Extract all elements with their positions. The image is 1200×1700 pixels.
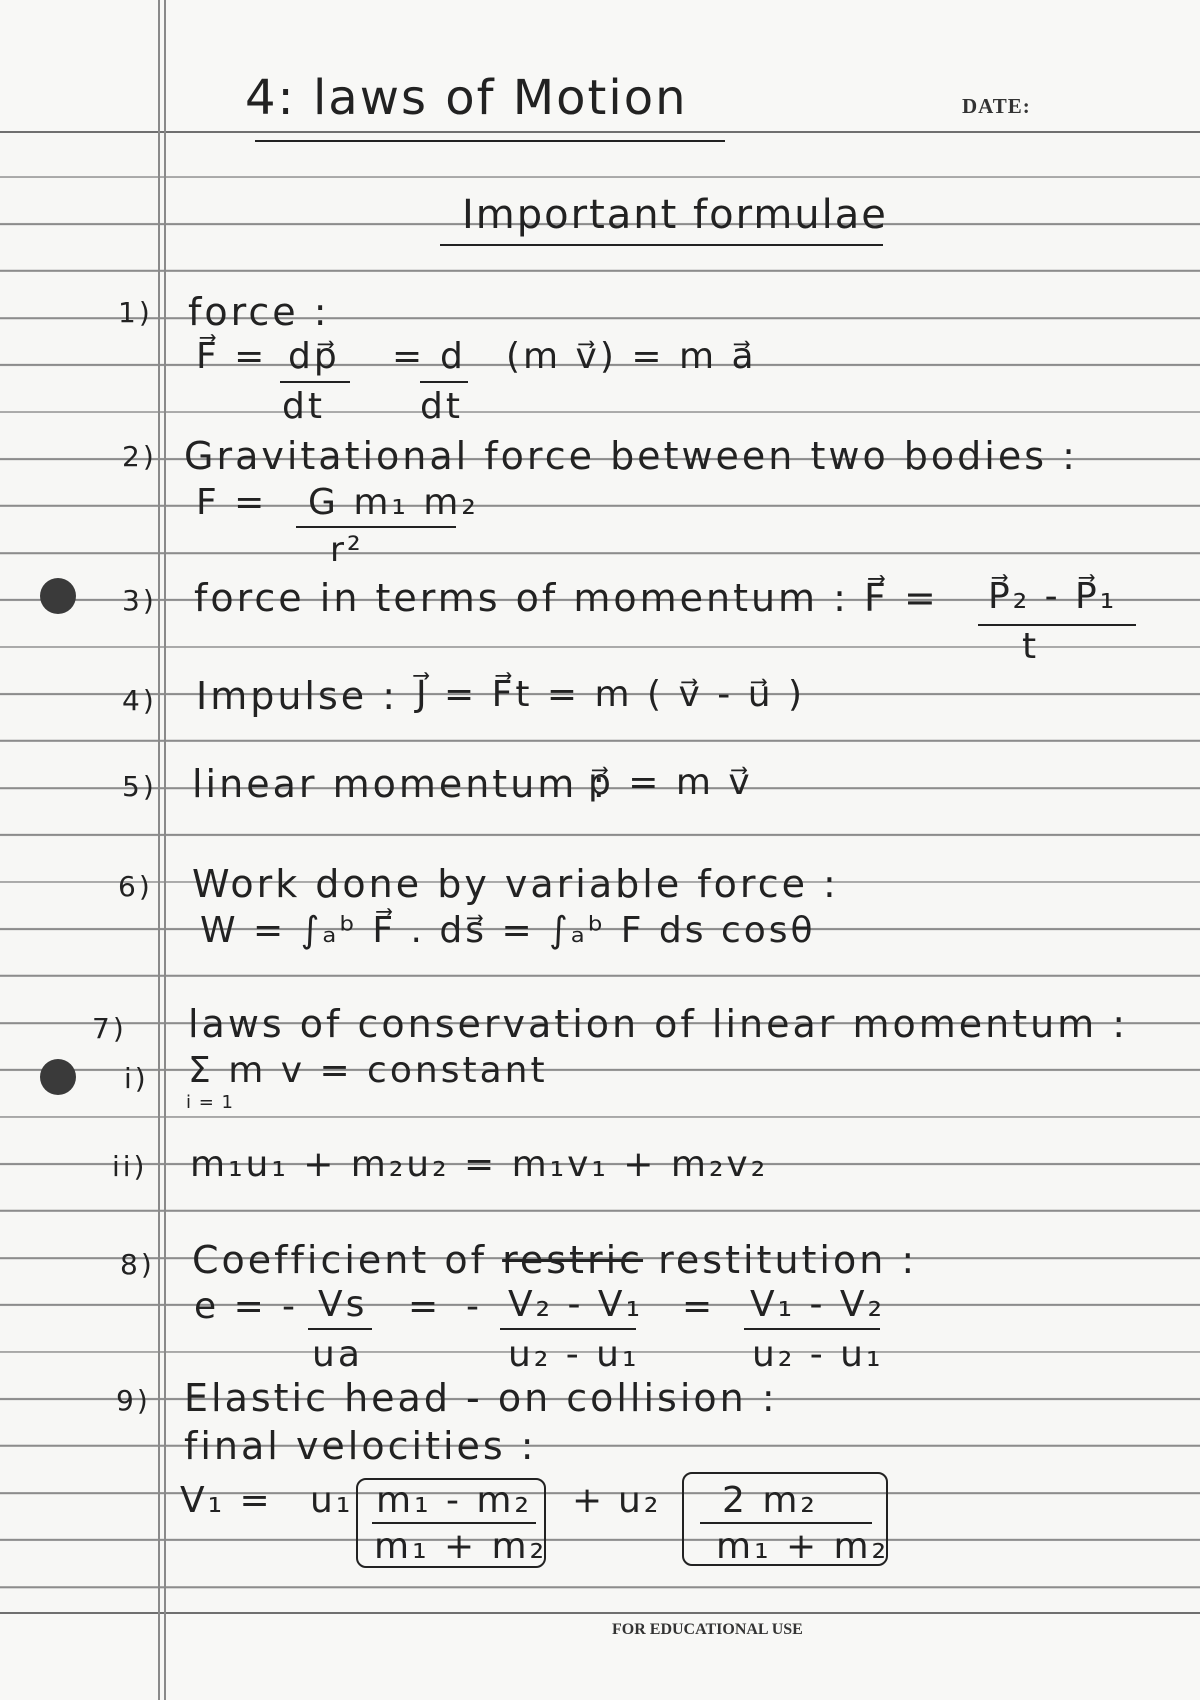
formula-lhs: F = [196, 482, 268, 523]
fraction-numerator: m₁ - m₂ [376, 1480, 532, 1521]
fraction-numerator: V₂ - V₁ [508, 1284, 643, 1325]
heading-text: Coefficient of [192, 1238, 487, 1282]
fraction-bar [280, 381, 350, 383]
item-number: 2) [122, 440, 157, 473]
item-heading: force in terms of momentum : F⃗ = [194, 576, 939, 620]
formula-rhs: (m v⃗) = m a⃗ [506, 336, 757, 377]
formula: Σ m v = constant [188, 1050, 548, 1091]
item-number: 9) [116, 1384, 151, 1417]
item-number: 3) [122, 584, 157, 617]
item-number: 7) [92, 1012, 127, 1045]
fraction-numerator: V₁ - V₂ [750, 1284, 885, 1325]
footer-note: FOR EDUCATIONAL USE [612, 1621, 803, 1638]
punch-hole [40, 1059, 76, 1095]
coefficient: u₁ [310, 1480, 354, 1521]
item-heading: Impulse : [196, 674, 399, 718]
fraction-numerator: 2 m₂ [722, 1480, 818, 1521]
heading-text: restitution : [658, 1238, 918, 1282]
margin-line [158, 0, 160, 1700]
punch-hole [40, 578, 76, 614]
fraction-denominator: u₂ - u₁ [508, 1334, 640, 1375]
fraction-denominator: dt [420, 386, 463, 427]
minus-sign: - [282, 1286, 298, 1327]
sub-item-number: i) [124, 1062, 149, 1095]
formula-lhs: F⃗ = [196, 336, 268, 377]
item-number: 6) [118, 870, 153, 903]
ruled-line-top [0, 131, 1200, 133]
date-label: DATE: [962, 94, 1031, 118]
formula-lhs: e = [194, 1286, 267, 1327]
fraction-bar [978, 624, 1136, 626]
margin-line-inner [164, 0, 166, 1700]
fraction-denominator: r² [330, 530, 364, 570]
summation-index: i = 1 [186, 1092, 234, 1113]
fraction-denominator: m₁ + m₂ [374, 1526, 548, 1567]
item-heading: linear momentum : [192, 762, 609, 806]
fraction-bar [296, 526, 456, 528]
formula: W = ∫ₐᵇ F⃗ . ds⃗ = ∫ₐᵇ F ds cosθ [200, 910, 816, 951]
fraction-numerator: d [440, 336, 466, 377]
sub-item-number: ii) [112, 1150, 148, 1183]
minus-sign: - [466, 1286, 482, 1327]
formula: m₁u₁ + m₂u₂ = m₁v₁ + m₂v₂ [190, 1144, 769, 1185]
item-number: 5) [122, 770, 157, 803]
fraction-denominator: t [1022, 626, 1040, 667]
item-number: 8) [120, 1248, 155, 1281]
item-heading: laws of conservation of linear momentum : [188, 1002, 1129, 1046]
item-heading: Work done by variable force : [192, 862, 839, 906]
section-subtitle: Important formulae [462, 192, 888, 238]
formula: p⃗ = m v⃗ [588, 762, 753, 803]
equals-sign: = [392, 336, 426, 377]
fraction-denominator: u₂ - u₁ [752, 1334, 884, 1375]
fraction-numerator: Vs [318, 1284, 368, 1325]
fraction-denominator: m₁ + m₂ [716, 1526, 890, 1567]
fraction-numerator: P⃗₂ - P⃗₁ [988, 576, 1118, 617]
item-heading [192, 1238, 917, 1282]
item-subheading: final velocities : [184, 1424, 537, 1468]
equals-sign: = [408, 1286, 442, 1327]
coefficient: u₂ [618, 1480, 662, 1521]
fraction-bar [420, 381, 468, 383]
title-underline [255, 140, 725, 142]
item-number: 4) [122, 684, 157, 717]
formula: J⃗ = F⃗t = m ( v⃗ - u⃗ ) [416, 674, 806, 715]
fraction-bar [744, 1328, 880, 1330]
plus-sign: + [572, 1480, 606, 1521]
fraction-bar [700, 1522, 872, 1524]
fraction-bar [500, 1328, 636, 1330]
page-title: 4: laws of Motion [245, 70, 688, 126]
fraction-denominator: ua [312, 1334, 363, 1375]
fraction-bar [308, 1328, 372, 1330]
subtitle-underline [440, 244, 883, 246]
fraction-numerator: G m₁ m₂ [308, 482, 479, 523]
fraction-numerator: dp⃗ [288, 336, 340, 377]
page-footer-area [0, 1614, 1200, 1700]
formula-lhs: V₁ = [180, 1480, 273, 1521]
item-heading: Gravitational force between two bodies : [184, 434, 1078, 478]
item-heading: Elastic head - on collision : [184, 1376, 778, 1420]
fraction-bar [372, 1522, 536, 1524]
equals-sign: = [682, 1286, 716, 1327]
item-heading: force : [188, 290, 330, 334]
struck-word: restric [502, 1238, 644, 1282]
item-number: 1) [118, 296, 153, 329]
fraction-denominator: dt [282, 386, 325, 427]
